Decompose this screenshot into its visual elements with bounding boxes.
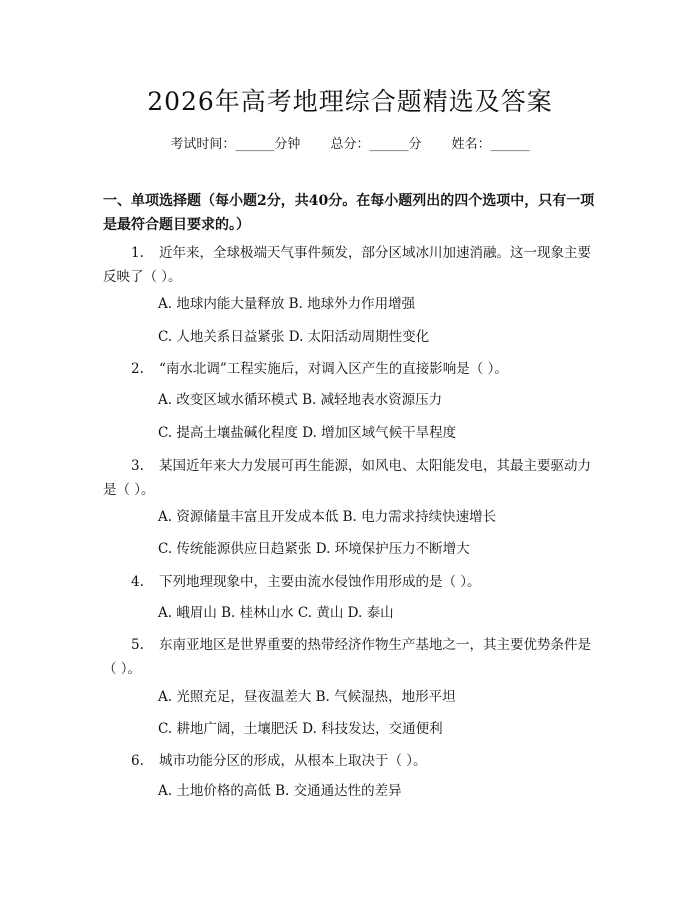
exam-title: 2026年高考地理综合题精选及答案 bbox=[147, 87, 553, 116]
question-6-options-row-1: A. 土地价格的高低 B. 交通通达性的差异 bbox=[158, 783, 402, 799]
question-3-options-row-2: C. 传统能源供应日趋紧张 D. 环境保护压力不断增大 bbox=[158, 541, 470, 557]
question-4 bbox=[103, 570, 603, 594]
question-number: 1. bbox=[131, 245, 144, 261]
exam-time: 考试时间：______分钟 bbox=[170, 137, 301, 152]
exam-meta bbox=[0, 133, 700, 152]
question-text: 东南亚地区是世界重要的热带经济作物生产基地之一，其主要优势条件是（ ）。 bbox=[103, 637, 591, 677]
question-number: 5. bbox=[131, 637, 144, 653]
question-2 bbox=[103, 357, 603, 381]
question-2-options-row-1: A. 改变区域水循环模式 B. 减轻地表水资源压力 bbox=[158, 392, 443, 408]
question-number: 6. bbox=[131, 753, 144, 769]
question-number: 4. bbox=[131, 574, 144, 590]
question-3 bbox=[103, 454, 603, 502]
exam-score: 总分：______分 bbox=[330, 137, 422, 152]
question-text: 某国近年来大力发展可再生能源，如风电、太阳能发电，其最主要驱动力是（ ）。 bbox=[103, 458, 591, 498]
question-text: “南水北调”工程实施后，对调入区产生的直接影响是（ ）。 bbox=[159, 361, 508, 377]
question-5-options-row-1: A. 光照充足，昼夜温差大 B. 气候湿热，地形平坦 bbox=[158, 689, 456, 705]
question-1-options-row-2: C. 人地关系日益紧张 D. 太阳活动周期性变化 bbox=[158, 329, 430, 345]
question-text: 下列地理现象中，主要由流水侵蚀作用形成的是（ ）。 bbox=[159, 574, 481, 590]
question-2-options-row-2: C. 提高土壤盐碱化程度 D. 增加区域气候干旱程度 bbox=[158, 425, 457, 441]
question-text: 近年来，全球极端天气事件频发，部分区域冰川加速消融。这一现象主要反映了（ ）。 bbox=[103, 245, 591, 285]
question-text: 城市功能分区的形成，从根本上取决于（ ）。 bbox=[159, 753, 427, 769]
exam-name: 姓名：______ bbox=[451, 137, 530, 152]
question-number: 3. bbox=[131, 458, 144, 474]
question-5-options-row-2: C. 耕地广阔，土壤肥沃 D. 科技发达，交通便利 bbox=[158, 721, 443, 737]
question-6 bbox=[103, 749, 603, 773]
question-number: 2. bbox=[131, 361, 144, 377]
section-heading: 一、单项选择题（每小题2分，共40分。在每小题列出的四个选项中，只有一项是最符合题目要求的。） bbox=[103, 193, 595, 233]
question-1 bbox=[103, 241, 603, 289]
question-4-options-row-1: A. 峨眉山 B. 桂林山水 C. 黄山 D. 泰山 bbox=[158, 605, 394, 621]
question-1-options-row-1: A. 地球内能大量释放 B. 地球外力作用增强 bbox=[158, 296, 416, 312]
question-3-options-row-1: A. 资源储量丰富且开发成本低 B. 电力需求持续快速增长 bbox=[158, 509, 497, 525]
question-5 bbox=[103, 633, 603, 681]
